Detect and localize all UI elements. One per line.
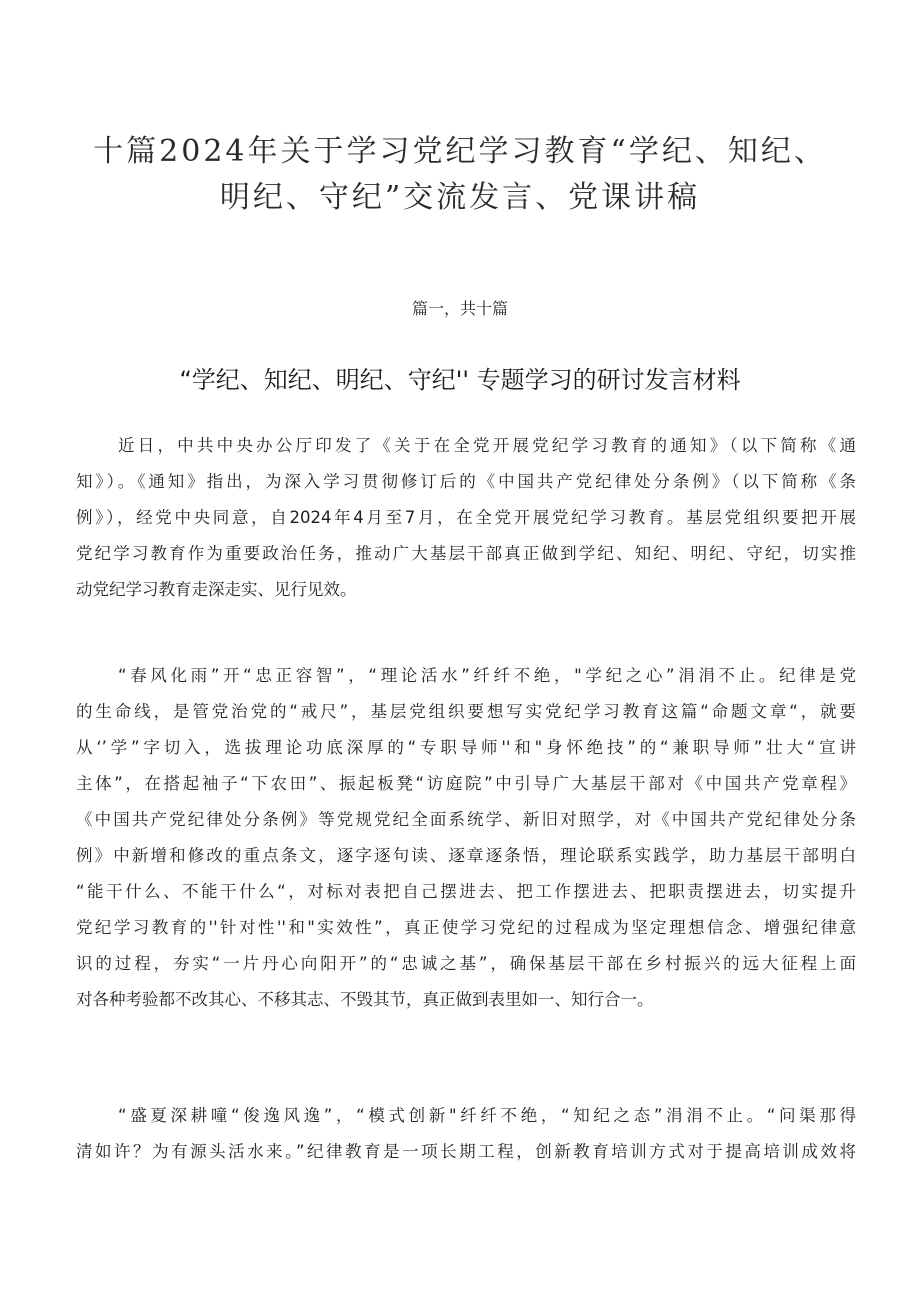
paragraph-line: 识的过程，夯实“一片丹心向阳开”的“忠诚之基”，确保基层干部在乡村振兴的远大征程上面 [76, 954, 856, 973]
paragraph-line: 例》中新增和修改的重点条文，逐字逐句读、逐章逐条悟，理论联系实践学，助力基层干部明白 [76, 846, 856, 865]
paragraph-line: 清如许？为有源头活水来。”纪律教育是一项长期工程，创新教育培训方式对于提高培训成效将 [76, 1142, 856, 1161]
paragraph-line: 动党纪学习教育走深走实、见行见效。 [76, 580, 357, 599]
section-heading: “学纪、知纪、明纪、守纪'' 专题学习的研讨发言材料 [179, 366, 741, 394]
paragraph-line: 例》），经党中央同意，自2024年4月至7月，在全党开展党纪学习教育。基层党组织要把开展 [76, 508, 856, 527]
paragraph-line: 党纪学习教育作为重要政治任务，推动广大基层干部真正做到学纪、知纪、明纪、守纪，切实推 [76, 544, 856, 563]
document-title-line-2: 明纪、守纪”交流发言、党课讲稿 [219, 180, 701, 215]
paragraph-line: “能干什么、不能干什么“，对标对表把自己摆进去、把工作摆进去、把职责摆进去，切实提升 [76, 882, 856, 901]
paragraph-line: 近日，中共中央办公厅印发了《关于在全党开展党纪学习教育的通知》（以下简称《通 [118, 436, 856, 455]
article-sub-heading: 篇一，共十篇 [411, 299, 508, 318]
paragraph-line: 《中国共产党纪律处分条例》等党规党纪全面系统学、新旧对照学，对《中国共产党纪律处分条 [76, 810, 856, 829]
paragraph-line: 从‘’学”字切入，选拔理论功底深厚的“专职导师''和"身怀绝技”的“兼职导师”壮大“宣讲 [76, 738, 856, 757]
paragraph-line: “盛夏深耕噇“俊逸风逸”，“模式创新"纤纤不绝，“知纪之态”涓涓不止。“问渠那得 [118, 1106, 856, 1125]
paragraph-line: 对各种考验都不改其心、不移其志、不毁其节，真正做到表里如一、知行合一。 [76, 990, 654, 1009]
document-title-line-1: 十篇2024年关于学习党纪学习教育“学纪、知纪、 [93, 134, 827, 169]
paragraph-line: 党纪学习教育的''针对性''和"实效性”，真正使学习党纪的过程成为坚定理想信念、增强纪律意 [76, 918, 856, 937]
paragraph-line: 知》）。《通知》指出，为深入学习贯彻修订后的《中国共产党纪律处分条例》（以下简称《条 [76, 472, 856, 491]
paragraph-line: “春风化雨”开“忠正容智”，“理论活水”纤纤不绝，"学纪之心”涓涓不止。纪律是党 [118, 666, 856, 685]
paragraph-line: 的生命线，是管党治党的“戒尺”，基层党组织要想写实党纪学习教育这篇“命题文章“，就要 [76, 702, 856, 721]
paragraph-line: 主体”，在搭起袖子“下农田”、振起板凳“访庭院”中引导广大基层干部对《中国共产党章程》 [76, 774, 856, 793]
